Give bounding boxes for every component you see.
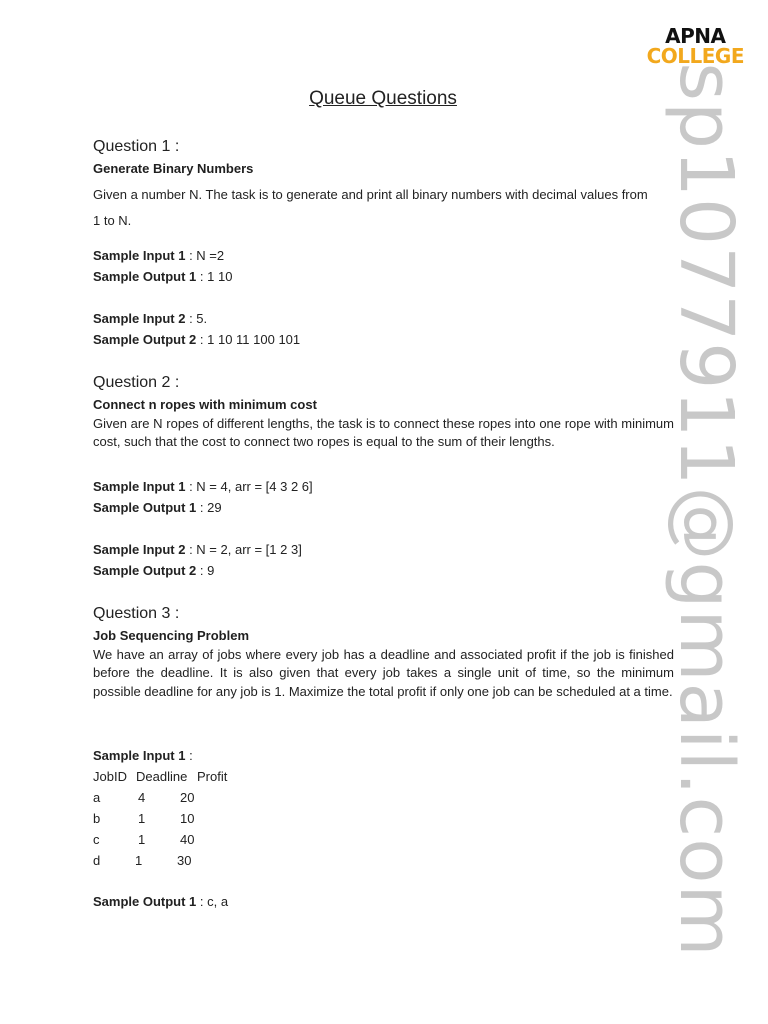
value: : N = 4, arr = [4 3 2 6]: [185, 479, 313, 494]
job-table-cell: d: [93, 853, 101, 868]
question-3-title: Job Sequencing Problem: [93, 628, 250, 643]
q3-sample-output-1: [93, 894, 228, 909]
value: : c, a: [196, 894, 229, 909]
page-title: Queue Questions: [309, 88, 457, 109]
question-1-heading: Question 1 :: [93, 138, 180, 155]
label: Sample Input 2: [93, 311, 186, 326]
q3-sample-input-1: [93, 748, 193, 763]
email-watermark: sp1077911@gmail.com: [663, 62, 749, 958]
job-table-cell: 1: [138, 832, 146, 847]
job-table-cell: c: [93, 832, 100, 847]
label: Sample Output 1: [93, 500, 197, 515]
label: Sample Output 2: [93, 563, 197, 578]
label: Sample Input 2: [93, 542, 186, 557]
value: :: [185, 748, 193, 763]
job-table-cell: 10: [180, 811, 195, 826]
job-table-header-profit: Profit: [197, 769, 228, 784]
job-table-cell: 1: [135, 853, 143, 868]
label: Sample Input 1: [93, 748, 186, 763]
question-3-header: [93, 605, 674, 701]
value: : 9: [196, 563, 215, 578]
question-2-header: [93, 374, 674, 451]
value: : 29: [196, 500, 222, 515]
label: Sample Output 1: [93, 894, 197, 909]
q1-sample-input-2: [93, 311, 207, 326]
value: : 1 10 11 100 101: [196, 332, 301, 347]
label: Sample Output 2: [93, 332, 197, 347]
question-2-description: Given are N ropes of different lengths, the task is to connect these ropes into one rope with minimum cost, such that the cost to connect two ropes is equal to the sum of their lengths.: [93, 416, 674, 449]
question-3-heading: Question 3 :: [93, 605, 180, 622]
job-table-header-jobid: JobID: [93, 769, 127, 784]
logo-line-college: COLLEGE: [646, 44, 744, 68]
value: : 5.: [185, 311, 208, 326]
job-table-cell: a: [93, 790, 101, 805]
q2-sample-output-2: [93, 563, 214, 578]
question-1-desc-line1: Given a number N. The task is to generate and print all binary numbers with decimal values from: [93, 187, 648, 202]
job-table-cell: 20: [180, 790, 195, 805]
label: Sample Output 1: [93, 269, 197, 284]
q1-sample-output-2: [93, 332, 300, 347]
question-2-heading: Question 2 :: [93, 374, 180, 391]
q1-sample-output-1: [93, 269, 232, 284]
apna-college-logo: [647, 26, 744, 66]
logo-line-apna: APNA: [665, 24, 726, 48]
question-1-desc-line2: 1 to N.: [93, 213, 132, 228]
value: : 1 10: [196, 269, 233, 284]
value: : N = 2, arr = [1 2 3]: [185, 542, 302, 557]
job-table-cell: 4: [138, 790, 146, 805]
q1-sample-input-1: [93, 248, 224, 263]
question-3-description: We have an array of jobs where every job has a deadline and associated profit if the job is finished before the deadline. It is also given that every job takes a single unit of time, so the minimum possible deadline for any job is 1. Maximize the total profit if only one job can be scheduled at a time.: [93, 647, 674, 699]
q2-sample-input-1: [93, 479, 313, 494]
q2-sample-output-1: [93, 500, 222, 515]
label: Sample Input 1: [93, 479, 186, 494]
job-table-cell: 1: [138, 811, 146, 826]
job-table-header-deadline: Deadline: [136, 769, 188, 784]
question-1-title: Generate Binary Numbers: [93, 161, 254, 176]
question-2-title: Connect n ropes with minimum cost: [93, 397, 317, 412]
question-1-header: [93, 138, 674, 176]
job-table-cell: 40: [180, 832, 195, 847]
job-table-cell: 30: [177, 853, 192, 868]
q2-sample-input-2: [93, 542, 302, 557]
job-table-cell: b: [93, 811, 101, 826]
label: Sample Input 1: [93, 248, 186, 263]
value: : N =2: [185, 248, 225, 263]
